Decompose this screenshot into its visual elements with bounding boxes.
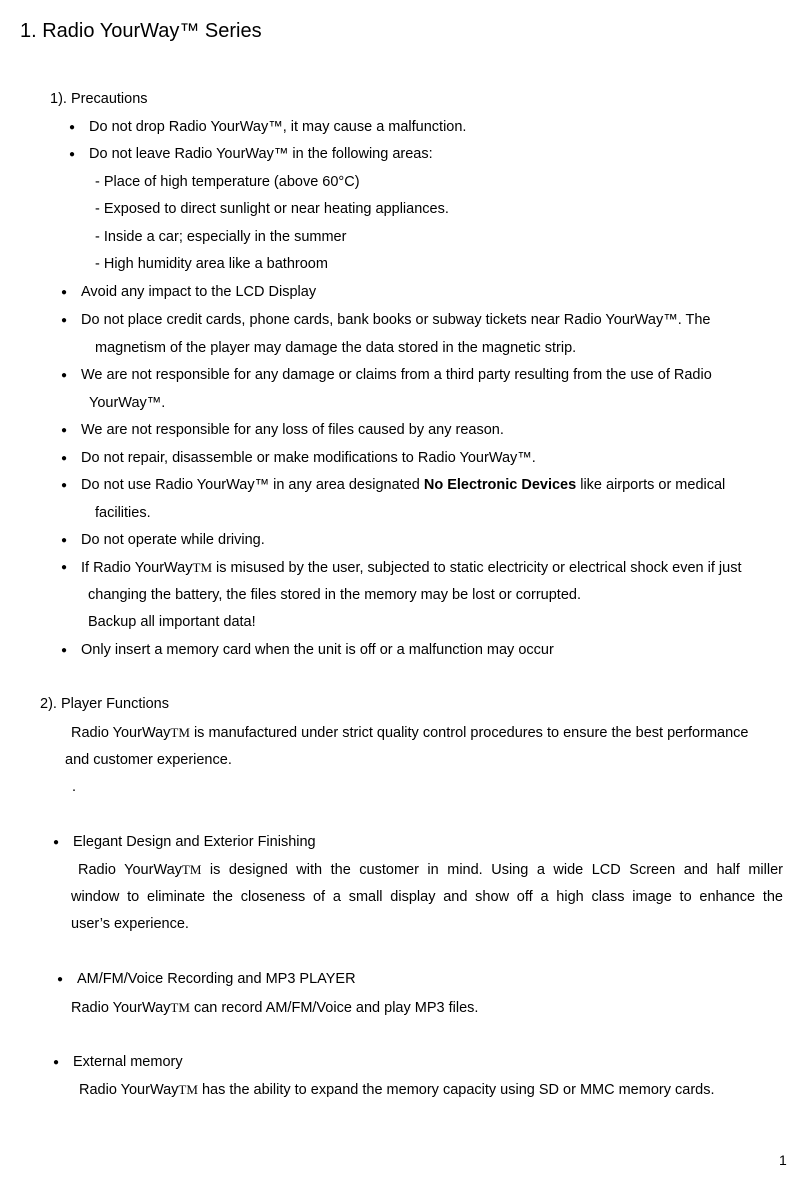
memory-description — [79, 1080, 714, 1100]
misuse-text-pre: If Radio YourWay — [81, 560, 193, 576]
recording-text-pre: Radio YourWay — [71, 1000, 171, 1016]
electronic-text-post: like airports or medical — [576, 477, 726, 493]
precaution-item: ● We are not responsible for any damage or claims from a third party resulting from the use of Radio — [81, 366, 712, 385]
design-line-2: window to eliminate the closeness of a small display and show off a high class image to enhance the — [71, 889, 783, 905]
feature-heading-design: ● Elegant Design and Exterior Finishing — [73, 833, 316, 852]
misuse-text-post: is misused by the user, subjected to static electricity or electrical shock even if just — [212, 560, 742, 576]
trademark-symbol: TM — [170, 1000, 190, 1015]
area-item: - Exposed to direct sunlight or near heating appliances. — [95, 201, 449, 217]
precaution-item: ● We are not responsible for any loss of files caused by any reason. — [81, 421, 504, 440]
precaution-item: ● Do not place credit cards, phone cards, bank books or subway tickets near Radio YourWay™. The — [81, 311, 710, 330]
stray-dot: . — [72, 779, 77, 795]
precaution-item: ● Do not operate while driving. — [81, 531, 265, 550]
recording-text-post: can record AM/FM/Voice and play MP3 files. — [189, 1000, 479, 1016]
precaution-item-electronic — [81, 476, 725, 495]
area-item: - Place of high temperature (above 60°C) — [95, 174, 360, 190]
precaution-continuation: magnetism of the player may damage the data stored in the magnetic strip. — [95, 340, 577, 356]
feature-heading-memory: ● External memory — [73, 1053, 183, 1072]
trademark-symbol: TM — [192, 560, 212, 575]
precaution-item: ● Only insert a memory card when the unit is off or a malfunction may occur — [81, 641, 554, 660]
trademark-symbol: TM — [178, 1082, 198, 1097]
functions-heading: 2). Player Functions — [40, 696, 169, 712]
backup-note: Backup all important data! — [88, 614, 256, 630]
precaution-item: ● Do not drop Radio YourWay™, it may cause a malfunction. — [89, 118, 466, 137]
precaution-continuation: changing the battery, the files stored in the memory may be lost or corrupted. — [88, 587, 581, 603]
intro-text-pre: Radio YourWay — [71, 725, 171, 741]
precaution-item: ● Avoid any impact to the LCD Display — [81, 283, 316, 302]
area-item: - High humidity area like a bathroom — [95, 256, 328, 272]
page-number: 1 — [779, 1152, 787, 1168]
memory-text-post: has the ability to expand the memory capacity using SD or MMC memory cards. — [197, 1082, 715, 1098]
design-text-pre: Radio YourWay — [78, 862, 182, 878]
memory-text-pre: Radio YourWay — [79, 1082, 179, 1098]
precautions-heading: 1). Precautions — [50, 91, 148, 107]
precaution-item: ● Do not repair, disassemble or make modifications to Radio YourWay™. — [81, 449, 536, 468]
design-line-3: user’s experience. — [71, 916, 189, 932]
functions-intro-continuation: and customer experience. — [65, 752, 232, 768]
precaution-item-misuse — [81, 558, 741, 578]
precaution-continuation: facilities. — [95, 505, 151, 521]
electronic-text-pre: Do not use Radio YourWay™ in any area designated — [81, 477, 424, 493]
trademark-symbol: TM — [170, 725, 190, 740]
feature-heading-recording: ● AM/FM/Voice Recording and MP3 PLAYER — [77, 970, 356, 989]
page-title: 1. Radio YourWay™ Series — [20, 20, 262, 42]
no-electronic-devices-emphasis: No Electronic Devices — [423, 477, 577, 493]
functions-intro — [71, 723, 748, 743]
intro-text-post: is manufactured under strict quality control procedures to ensure the best performance — [189, 725, 749, 741]
recording-description — [71, 998, 478, 1018]
design-line-1 — [78, 860, 783, 880]
area-item: - Inside a car; especially in the summer — [95, 229, 347, 245]
trademark-symbol: TM — [181, 862, 202, 877]
precaution-continuation: YourWay™. — [89, 395, 166, 411]
design-text-post: is designed with the customer in mind. Using a wide LCD Screen and half miller — [201, 862, 783, 878]
precaution-item: ● Do not leave Radio YourWay™ in the following areas: — [89, 145, 433, 164]
